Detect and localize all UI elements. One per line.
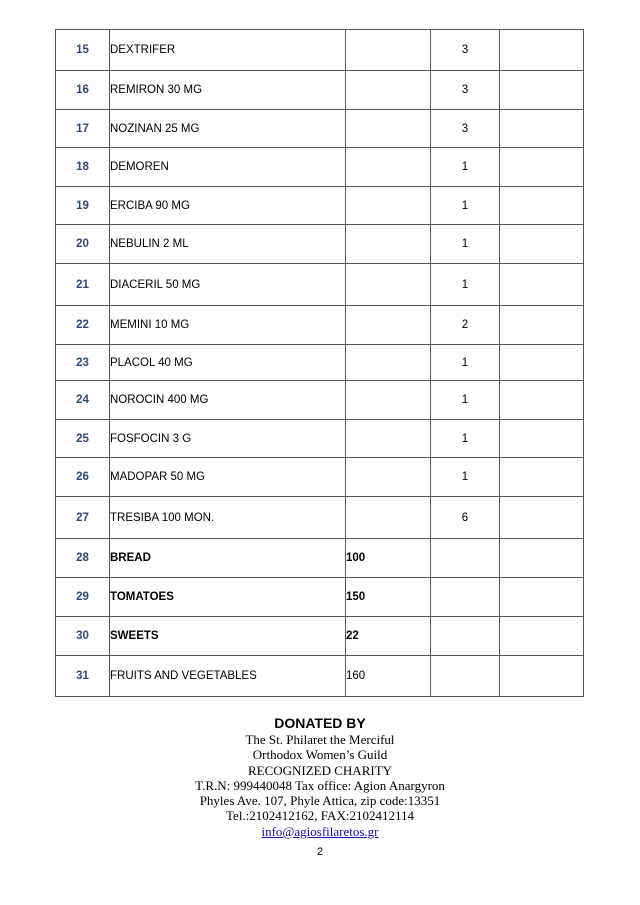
donated-by-title: DONATED BY (274, 715, 366, 731)
item-name: SWEETS (110, 617, 346, 656)
table-row (56, 110, 584, 148)
item-quantity: 2 (431, 306, 500, 345)
item-name: TRESIBA 100 MON. (110, 497, 346, 539)
item-notes (500, 306, 584, 345)
row-number: 24 (56, 381, 110, 420)
item-quantity (431, 617, 500, 656)
table-row (56, 578, 584, 617)
item-amount: 160 (346, 656, 431, 697)
donor-footer (0, 714, 640, 839)
table-row (56, 306, 584, 345)
item-quantity (431, 539, 500, 578)
item-amount: 150 (346, 578, 431, 617)
item-amount (346, 71, 431, 110)
item-quantity: 1 (431, 187, 500, 225)
item-quantity: 1 (431, 458, 500, 497)
item-amount (346, 420, 431, 458)
phone-fax: Tel.:2102412162, FAX:2102412114 (226, 808, 414, 824)
row-number: 21 (56, 264, 110, 306)
row-number: 25 (56, 420, 110, 458)
item-name: FRUITS AND VEGETABLES (110, 656, 346, 697)
donor-name: The St. Philaret the Merciful (245, 732, 395, 747)
row-number: 31 (56, 656, 110, 697)
item-notes (500, 225, 584, 264)
item-quantity: 1 (431, 381, 500, 420)
item-notes (500, 656, 584, 697)
table-row (56, 458, 584, 497)
row-number: 29 (56, 578, 110, 617)
row-number: 18 (56, 148, 110, 187)
item-name: TOMATOES (110, 578, 346, 617)
item-amount: 100 (346, 539, 431, 578)
item-amount (346, 30, 431, 71)
items-table-body (56, 30, 584, 697)
email-link[interactable]: info@agiosfilaretos.gr (261, 823, 379, 839)
item-notes (500, 381, 584, 420)
item-name: BREAD (110, 539, 346, 578)
item-amount (346, 497, 431, 539)
item-quantity: 1 (431, 345, 500, 381)
table-row (56, 497, 584, 539)
item-notes (500, 539, 584, 578)
item-name: MEMINI 10 MG (110, 306, 346, 345)
table-row (56, 381, 584, 420)
charity-status: RECOGNIZED CHARITY (247, 762, 393, 778)
table-row (56, 225, 584, 264)
item-quantity (431, 578, 500, 617)
row-number: 17 (56, 110, 110, 148)
table-row (56, 656, 584, 697)
item-notes (500, 110, 584, 148)
row-number: 20 (56, 225, 110, 264)
donor-organization: Orthodox Women’s Guild (252, 747, 388, 763)
item-notes (500, 345, 584, 381)
address: Phyles Ave. 107, Phyle Attica, zip code:13351 (199, 793, 441, 809)
item-quantity: 1 (431, 148, 500, 187)
item-amount (346, 264, 431, 306)
row-number: 27 (56, 497, 110, 539)
item-notes (500, 264, 584, 306)
item-name: ERCIBA 90 MG (110, 187, 346, 225)
row-number: 26 (56, 458, 110, 497)
tax-info: T.R.N: 999440048 Tax office: Agion Anargyron (195, 777, 445, 793)
item-notes (500, 148, 584, 187)
item-amount (346, 110, 431, 148)
item-quantity: 6 (431, 497, 500, 539)
table-row (56, 30, 584, 71)
item-name: DIACERIL 50 MG (110, 264, 346, 306)
table-row (56, 187, 584, 225)
row-number: 19 (56, 187, 110, 225)
item-name: DEXTRIFER (110, 30, 346, 71)
item-name: REMIRON 30 MG (110, 71, 346, 110)
item-quantity: 3 (431, 71, 500, 110)
item-amount: 22 (346, 617, 431, 656)
table-row (56, 617, 584, 656)
item-quantity: 3 (431, 30, 500, 71)
item-notes (500, 420, 584, 458)
item-notes (500, 617, 584, 656)
item-quantity: 3 (431, 110, 500, 148)
item-amount (346, 148, 431, 187)
table-row (56, 148, 584, 187)
table-row (56, 539, 584, 578)
row-number: 23 (56, 345, 110, 381)
item-amount (346, 225, 431, 264)
item-name: PLACOL 40 MG (110, 345, 346, 381)
row-number: 30 (56, 617, 110, 656)
row-number: 28 (56, 539, 110, 578)
table-row (56, 345, 584, 381)
row-number: 22 (56, 306, 110, 345)
item-notes (500, 30, 584, 71)
table-row (56, 71, 584, 110)
item-amount (346, 306, 431, 345)
table-row (56, 264, 584, 306)
item-notes (500, 71, 584, 110)
item-notes (500, 458, 584, 497)
item-notes (500, 187, 584, 225)
item-quantity (431, 656, 500, 697)
item-quantity: 1 (431, 225, 500, 264)
item-name: NEBULIN 2 ML (110, 225, 346, 264)
item-amount (346, 345, 431, 381)
item-notes (500, 497, 584, 539)
row-number: 15 (56, 30, 110, 71)
item-name: MADOPAR 50 MG (110, 458, 346, 497)
item-quantity: 1 (431, 264, 500, 306)
row-number: 16 (56, 71, 110, 110)
items-table (55, 29, 584, 697)
table-row (56, 420, 584, 458)
item-amount (346, 187, 431, 225)
item-name: NOZINAN 25 MG (110, 110, 346, 148)
item-name: FOSFOCIN 3 G (110, 420, 346, 458)
item-quantity: 1 (431, 420, 500, 458)
item-name: DEMOREN (110, 148, 346, 187)
item-notes (500, 578, 584, 617)
item-amount (346, 458, 431, 497)
item-amount (346, 381, 431, 420)
page-number: 2 (316, 846, 324, 858)
item-name: NOROCIN 400 MG (110, 381, 346, 420)
